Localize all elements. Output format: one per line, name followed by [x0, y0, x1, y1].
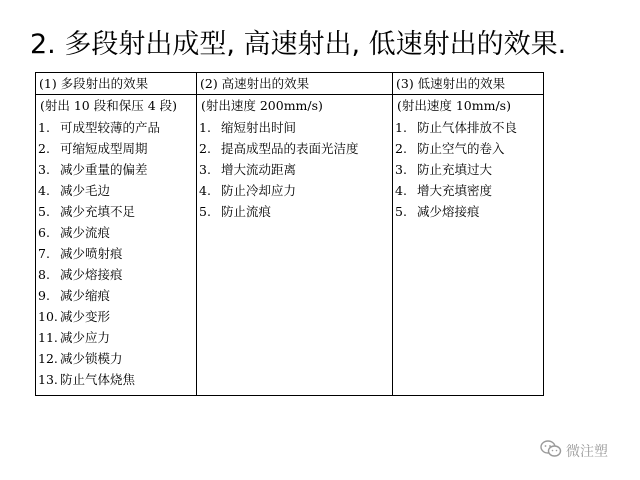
item-text: 减少变形 — [60, 309, 111, 324]
column-low-speed — [392, 73, 543, 395]
item-text: 减少充填不足 — [60, 204, 136, 219]
list-item — [38, 348, 196, 369]
column-high-speed — [196, 73, 392, 395]
item-number: 2. — [38, 141, 50, 156]
column-subheader: (射出速度 10mm/s) — [397, 98, 511, 113]
item-text: 增大流动距离 — [221, 162, 297, 177]
item-number: 5. — [199, 204, 211, 219]
column-header: (3) 低速射出的效果 — [393, 73, 543, 95]
item-text: 防止充填过大 — [417, 162, 493, 177]
page-title: 2. 多段射出成型, 高速射出, 低速射出的效果. — [30, 29, 567, 60]
item-number: 1. — [395, 120, 407, 135]
list-item — [38, 264, 196, 285]
list-item — [395, 159, 543, 180]
list-item — [38, 243, 196, 264]
wechat-icon — [540, 440, 566, 462]
item-text: 减少喷射痕 — [60, 246, 123, 261]
item-number: 9. — [38, 288, 50, 303]
item-number: 4. — [38, 183, 50, 198]
item-text: 减少重量的偏差 — [60, 162, 148, 177]
list-item — [38, 138, 196, 159]
item-number: 11. — [38, 330, 58, 345]
item-text: 防止气体排放不良 — [417, 120, 518, 135]
list-item — [395, 138, 543, 159]
item-number: 5. — [395, 204, 407, 219]
item-number: 10. — [38, 309, 58, 324]
item-number: 3. — [38, 162, 50, 177]
item-number: 4. — [395, 183, 407, 198]
list-item — [38, 159, 196, 180]
item-text: 减少应力 — [60, 330, 111, 345]
item-list — [197, 117, 392, 222]
item-number: 13. — [38, 372, 58, 387]
list-item — [38, 117, 196, 138]
watermark-text: 微注塑 — [566, 444, 608, 460]
list-item — [395, 180, 543, 201]
column-subheader: (射出速度 200mm/s) — [201, 98, 323, 113]
item-number: 3. — [199, 162, 211, 177]
list-item — [38, 180, 196, 201]
list-item — [38, 222, 196, 243]
column-multistage — [36, 73, 196, 395]
item-text: 减少缩痕 — [60, 288, 111, 303]
item-number: 1. — [199, 120, 211, 135]
list-item — [199, 138, 392, 159]
item-text: 减少流痕 — [60, 225, 111, 240]
list-item — [38, 369, 196, 390]
item-text: 减少锁模力 — [60, 351, 123, 366]
list-item — [38, 285, 196, 306]
list-item — [199, 201, 392, 222]
item-number: 5. — [38, 204, 50, 219]
item-number: 3. — [395, 162, 407, 177]
column-header: (1) 多段射出的效果 — [36, 73, 196, 95]
item-list — [36, 117, 196, 390]
column-header: (2) 高速射出的效果 — [197, 73, 392, 95]
column-subheader: (射出 10 段和保压 4 段) — [40, 98, 178, 113]
list-item — [199, 117, 392, 138]
list-item — [38, 201, 196, 222]
item-number: 1. — [38, 120, 50, 135]
list-item — [199, 159, 392, 180]
list-item — [38, 306, 196, 327]
item-number: 8. — [38, 267, 50, 282]
item-text: 缩短射出时间 — [221, 120, 297, 135]
item-text: 减少熔接痕 — [60, 267, 123, 282]
item-text: 防止空气的卷入 — [417, 141, 505, 156]
item-text: 防止流痕 — [221, 204, 272, 219]
item-text: 可缩短成型周期 — [60, 141, 148, 156]
item-list — [393, 117, 543, 222]
item-number: 7. — [38, 246, 50, 261]
item-number: 12. — [38, 351, 58, 366]
item-text: 减少熔接痕 — [417, 204, 480, 219]
item-text: 可成型较薄的产品 — [60, 120, 161, 135]
item-text: 提高成型品的表面光洁度 — [221, 141, 359, 156]
item-number: 2. — [395, 141, 407, 156]
item-text: 防止冷却应力 — [221, 183, 297, 198]
watermark-logo — [540, 440, 608, 462]
list-item — [38, 327, 196, 348]
item-text: 增大充填密度 — [417, 183, 493, 198]
item-text: 减少毛边 — [60, 183, 111, 198]
list-item — [199, 180, 392, 201]
list-item — [395, 201, 543, 222]
item-number: 2. — [199, 141, 211, 156]
list-item — [395, 117, 543, 138]
item-text: 防止气体烧焦 — [60, 372, 136, 387]
item-number: 6. — [38, 225, 50, 240]
item-number: 4. — [199, 183, 211, 198]
effects-table — [35, 72, 544, 396]
